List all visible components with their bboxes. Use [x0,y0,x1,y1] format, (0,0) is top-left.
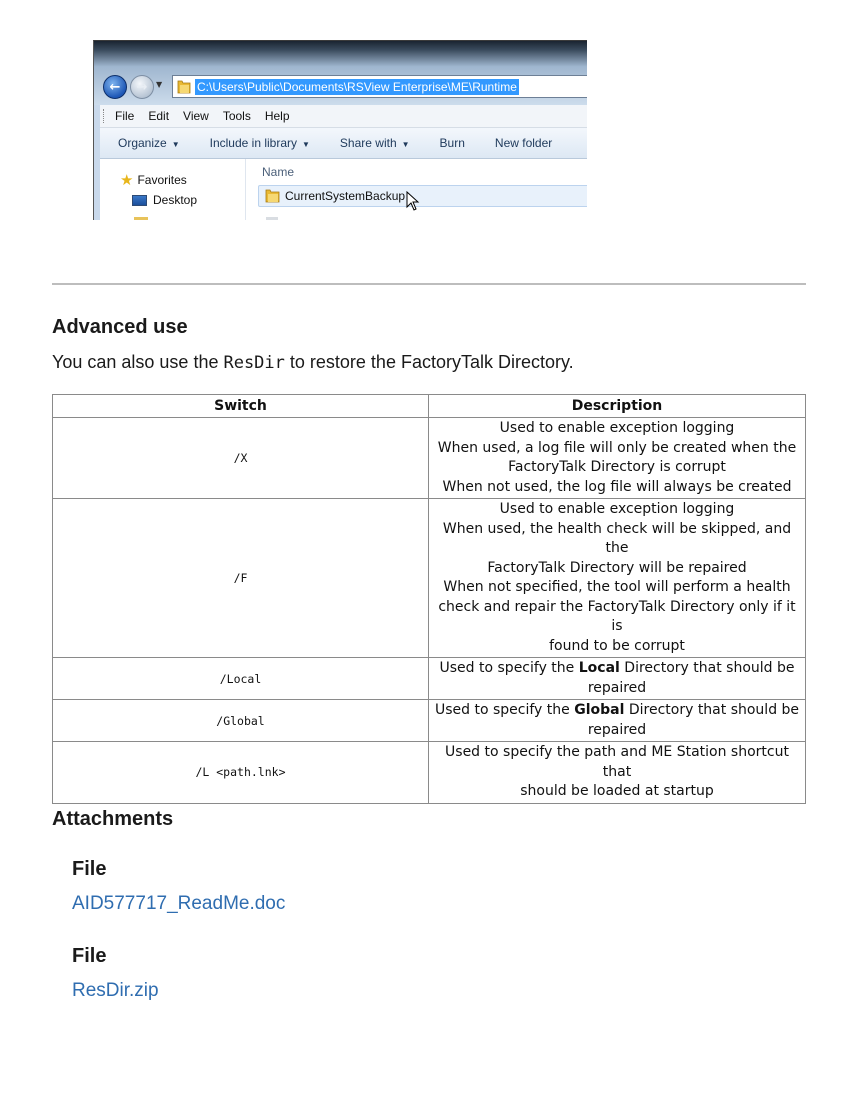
description-line: found to be corrupt [549,637,685,654]
address-bar[interactable] [172,75,587,98]
description-column-header: Description [429,395,806,418]
switch-column-header: Switch [53,395,429,418]
chevron-down-icon: ▼ [401,140,410,149]
chevron-down-icon: ▼ [302,140,310,149]
section-divider [52,283,806,285]
description-line: FactoryTalk Directory is corrupt [508,459,726,475]
attachment-label: File [72,945,107,967]
description-line: When used, a log file will only be created when the [437,439,797,456]
description-text: Directory that should be [624,702,800,718]
nav-favorites[interactable] [120,171,187,189]
switch-cell: /F [53,499,429,658]
switch-cell: /Local [53,658,429,700]
address-path[interactable]: C:\Users\Public\Documents\RSView Enterprise\ME\Runtime [197,80,517,94]
organize-button[interactable] [118,136,180,150]
description-cell [429,418,806,499]
description-text: Used to specify the [439,660,579,676]
description-emphasis: Global [574,702,625,718]
description-cell [429,658,806,700]
description-line: Used to enable exception logging [499,501,735,517]
description-line: When not specified, the tool will perform a health [443,579,791,595]
description-line: repaired [587,679,647,696]
folder-icon [134,217,148,220]
description-line: When not used, the log file will always be created [442,478,792,495]
intro-code: ResDir [223,353,285,373]
description-line [432,701,802,721]
nav-desktop[interactable] [132,193,197,207]
advanced-use-heading: Advanced use [52,316,188,338]
description-text: Directory that should be [619,660,795,676]
switch-cell: /Global [53,700,429,742]
file-icon [266,217,278,220]
description-line: repaired [587,721,647,738]
share-with-label: Share with [339,136,397,150]
menu-grip [103,109,107,123]
new-folder-button[interactable]: New folder [494,136,553,150]
mouse-cursor-icon [406,191,420,211]
switch-table [52,394,806,804]
star-icon: ★ [120,172,134,189]
description-line: should be loaded at startup [520,783,714,799]
table-header-row [53,395,806,418]
include-in-library-label: Include in library [209,136,297,150]
table-row [53,499,806,658]
favorites-label: Favorites [137,173,187,187]
file-name[interactable]: CurrentSystemBackup [285,189,406,203]
menu-view[interactable]: View [183,109,209,123]
explorer-screenshot [93,40,587,220]
table-row [53,658,806,700]
description-emphasis: Local [578,660,620,676]
menu-help[interactable]: Help [264,109,290,123]
attachment-resdir-link[interactable]: ResDir.zip [72,980,159,1001]
menu-edit[interactable]: Edit [148,109,170,123]
description-line: Used to specify the path and ME Station shortcut that [445,744,789,780]
description-line: FactoryTalk Directory will be repaired [487,559,747,576]
chevron-down-icon: ▼ [171,140,180,149]
navigation-pane [100,159,246,220]
menu-tools[interactable]: Tools [222,109,251,123]
description-cell [429,700,806,742]
attachments-heading: Attachments [52,808,174,830]
description-text: Used to specify the [434,702,575,718]
switch-cell: /L <path.lnk> [53,742,429,804]
desktop-icon [132,195,147,206]
include-in-library-button[interactable] [210,136,310,150]
description-cell [429,499,806,658]
share-with-button[interactable] [340,136,410,150]
attachment-readme-link[interactable]: AID577717_ReadMe.doc [72,893,286,914]
description-line: check and repair the FactoryTalk Directory only if it is [438,598,796,634]
folder-icon [265,188,280,203]
intro-text-before: You can also use the [52,352,224,372]
file-list [246,159,587,220]
menu-file[interactable]: File [115,109,135,123]
table-row [53,742,806,804]
table-row [53,700,806,742]
menu-bar [100,105,587,128]
advanced-use-intro [52,352,574,373]
switch-cell: /X [53,418,429,499]
description-line: Used to enable exception logging [499,420,735,436]
back-arrow-icon[interactable]: ← [103,75,127,99]
recent-pages-dropdown-icon[interactable]: ▼ [156,80,163,89]
burn-button[interactable]: Burn [439,136,465,150]
description-line [432,659,802,679]
folder-icon [177,79,191,94]
intro-text-after: to restore the FactoryTalk Directory. [284,352,574,372]
organize-label: Organize [118,136,167,150]
description-line: When used, the health check will be skipped, and the [442,520,792,556]
forward-arrow-icon[interactable]: → [130,75,154,99]
column-header-name[interactable]: Name [262,165,295,179]
command-bar [100,128,587,159]
description-cell [429,742,806,804]
attachment-label: File [72,858,107,880]
table-row [53,418,806,499]
desktop-label: Desktop [153,193,198,207]
